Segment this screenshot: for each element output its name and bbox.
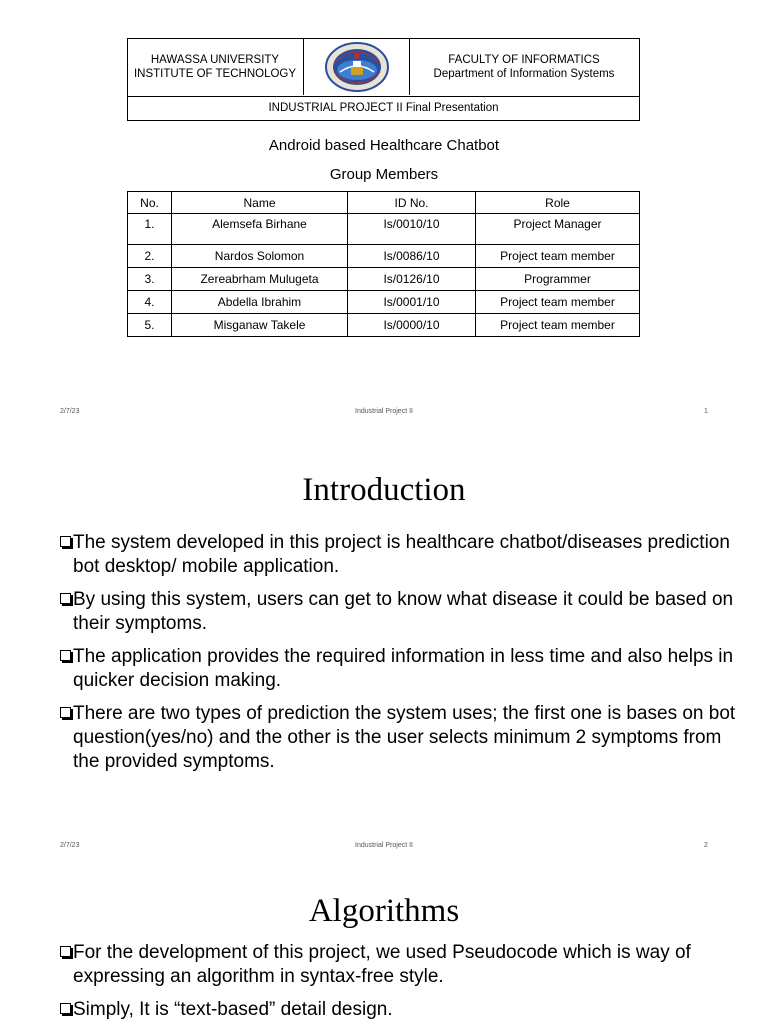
institute-name: INSTITUTE OF TECHNOLOGY — [133, 67, 297, 80]
col-header-role: Role — [476, 192, 640, 214]
list-item — [60, 941, 740, 989]
slide1-footer-center: Industrial Project II — [355, 408, 413, 415]
table-header-row — [128, 192, 640, 214]
slide1-footer-date: 2/7/23 — [60, 408, 80, 415]
cell-name: Abdella Ibrahim — [172, 291, 348, 314]
introduction-title: Introduction — [302, 472, 466, 508]
cell-name: Nardos Solomon — [172, 245, 348, 268]
list-item — [60, 998, 740, 1022]
cell-id: Is/0010/10 — [348, 214, 476, 245]
header-table — [127, 38, 640, 122]
col-header-id: ID No. — [348, 192, 476, 214]
checkbox-bullet-icon — [60, 946, 71, 957]
cell-name: Misganaw Takele — [172, 314, 348, 337]
bullet-text: There are two types of prediction the system uses; the first one is bases on bot question(yes/no) and the other is the user selects minimum 2 symptoms from the provided symptoms. — [73, 703, 736, 772]
university-name: HAWASSA UNIVERSITY — [150, 53, 280, 66]
table-row — [128, 291, 640, 314]
cell-role: Project team member — [476, 245, 640, 268]
list-item — [60, 588, 740, 636]
list-item — [60, 531, 740, 579]
cell-id: Is/0126/10 — [348, 268, 476, 291]
bullet-text: The system developed in this project is healthcare chatbot/diseases prediction bot desktop/ mobile application. — [73, 532, 730, 577]
logo-cell — [303, 38, 410, 95]
table-row — [128, 268, 640, 291]
algorithms-title: Algorithms — [308, 893, 460, 929]
university-logo — [324, 42, 390, 92]
bullet-text: By using this system, users can get to know what disease it could be based on their symptoms. — [73, 589, 734, 634]
cell-name: Zereabrham Mulugeta — [172, 268, 348, 291]
table-row — [128, 245, 640, 268]
list-item — [60, 702, 740, 774]
checkbox-bullet-icon — [60, 536, 71, 547]
cell-id: Is/0000/10 — [348, 314, 476, 337]
checkbox-bullet-icon — [60, 593, 71, 604]
col-header-no: No. — [128, 192, 172, 214]
presentation-title: INDUSTRIAL PROJECT II Final Presentation — [127, 95, 640, 121]
bullet-text: The application provides the required information in less time and also helps in quicker decision making. — [73, 646, 734, 691]
slide2-footer-date: 2/7/23 — [60, 842, 80, 849]
table-row — [128, 314, 640, 337]
header-right-cell — [410, 38, 638, 95]
cell-role: Project team member — [476, 291, 640, 314]
checkbox-bullet-icon — [60, 650, 71, 661]
cell-id: Is/0086/10 — [348, 245, 476, 268]
department-name: Department of Information Systems — [433, 67, 615, 80]
checkbox-bullet-icon — [60, 707, 71, 718]
bullet-text: Simply, It is “text-based” detail design. — [73, 999, 393, 1020]
group-members-table — [127, 191, 640, 337]
slide2-page-number: 2 — [704, 842, 708, 849]
algorithms-bullets — [60, 941, 740, 1022]
cell-no: 3. — [128, 268, 172, 291]
slide1-page-number: 1 — [704, 408, 708, 415]
group-members-heading: Group Members — [329, 166, 439, 183]
bullet-text: For the development of this project, we used Pseudocode which is way of expressing an algorithm in syntax-free style. — [73, 942, 691, 987]
cell-no: 5. — [128, 314, 172, 337]
cell-role: Programmer — [476, 268, 640, 291]
checkbox-bullet-icon — [60, 1003, 71, 1014]
faculty-name: FACULTY OF INFORMATICS — [448, 53, 600, 66]
introduction-bullets — [60, 531, 740, 774]
cell-no: 2. — [128, 245, 172, 268]
col-header-name: Name — [172, 192, 348, 214]
cell-id: Is/0001/10 — [348, 291, 476, 314]
cell-no: 1. — [128, 214, 172, 245]
slide2-footer-center: Industrial Project II — [355, 842, 413, 849]
header-left-cell — [127, 38, 303, 95]
cell-name: Alemsefa Birhane — [172, 214, 348, 245]
cell-no: 4. — [128, 291, 172, 314]
cell-role: Project Manager — [476, 214, 640, 245]
project-title: Android based Healthcare Chatbot — [268, 137, 500, 154]
cell-role: Project team member — [476, 314, 640, 337]
table-row — [128, 214, 640, 245]
list-item — [60, 645, 740, 693]
